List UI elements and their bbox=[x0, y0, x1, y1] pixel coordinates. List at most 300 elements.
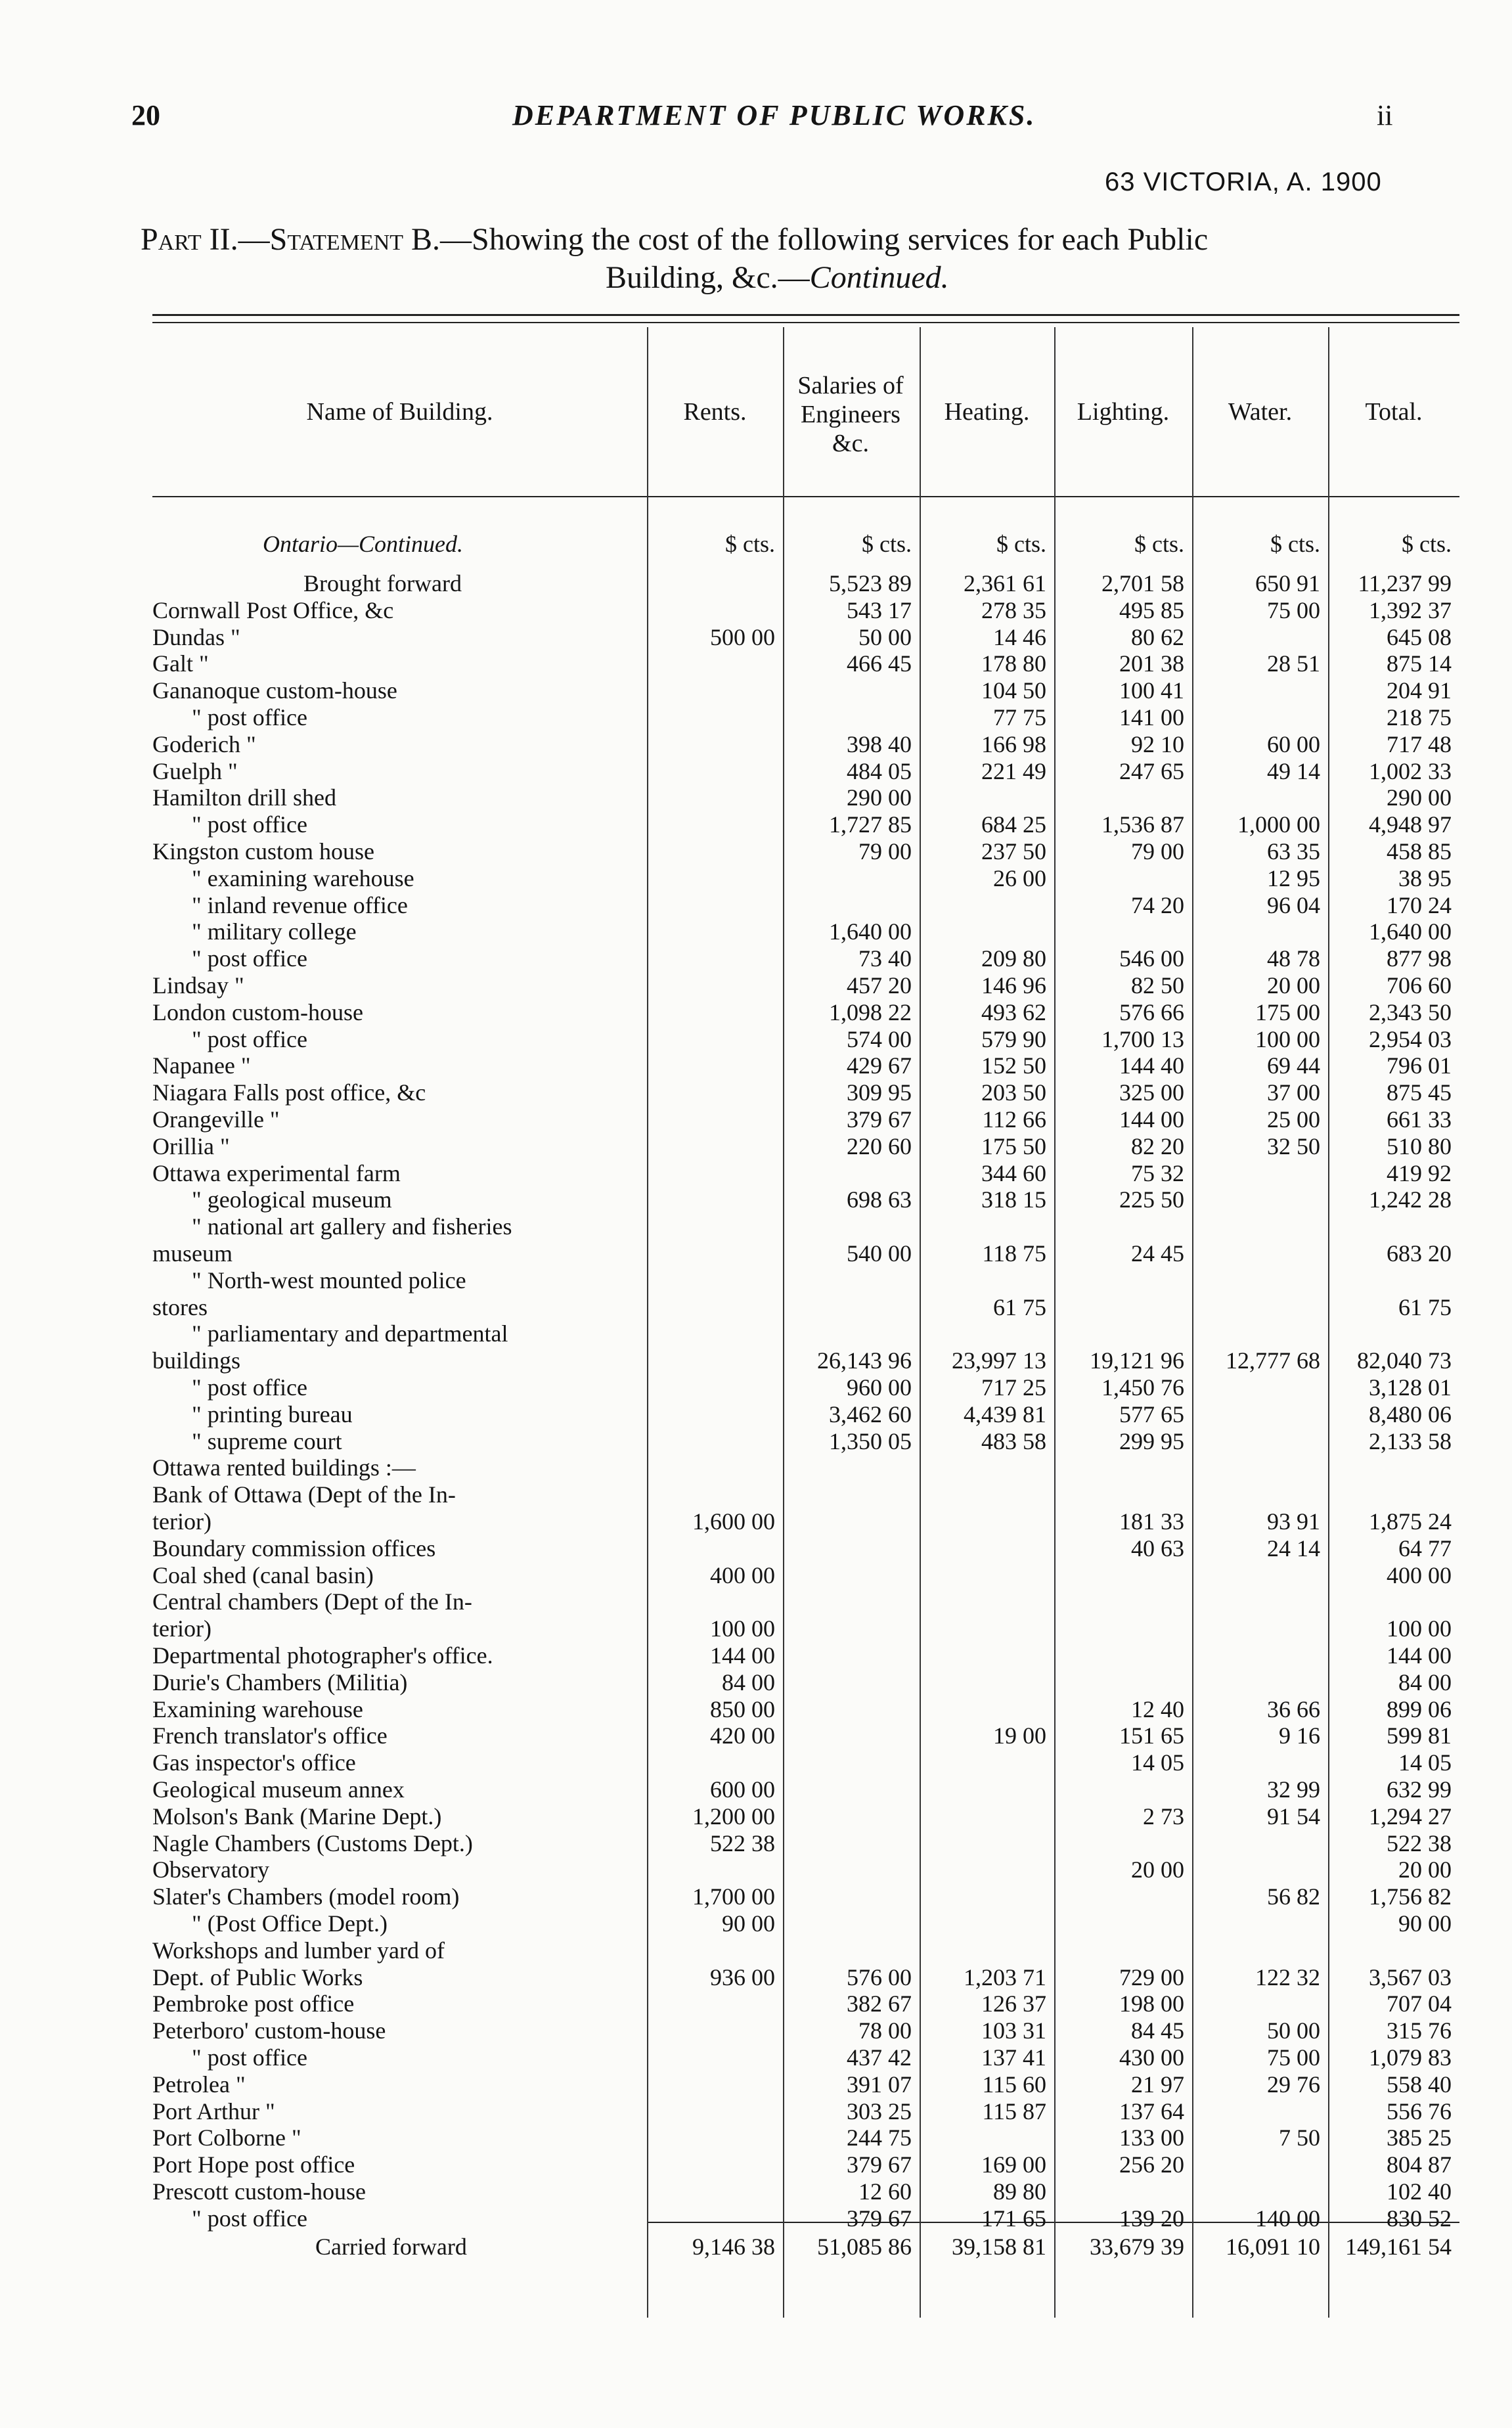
table-cell: 96 04 bbox=[1267, 892, 1320, 918]
table-cell: 2,133 58 bbox=[1369, 1428, 1452, 1454]
table-cell: 20 00 bbox=[1267, 972, 1320, 999]
table-cell: 100 00 bbox=[1387, 1615, 1452, 1642]
table-cell: 60 00 bbox=[1267, 731, 1320, 757]
table-cell: 139 20 bbox=[1119, 2205, 1184, 2232]
row-name: terior) bbox=[152, 1508, 211, 1535]
table-cell: 36 66 bbox=[1267, 1696, 1320, 1722]
row-name: Workshops and lumber yard of bbox=[152, 1937, 445, 1964]
table-cell: 495 85 bbox=[1119, 597, 1184, 623]
table-cell: 1,700 13 bbox=[1101, 1026, 1184, 1052]
table-cell: 203 50 bbox=[981, 1079, 1046, 1106]
table-cell: 877 98 bbox=[1387, 945, 1452, 972]
table-cell: 21 97 bbox=[1131, 2071, 1184, 2098]
table-cell: 429 67 bbox=[847, 1052, 912, 1079]
row-name: Cornwall Post Office, &c bbox=[152, 597, 394, 623]
session-label: 63 VICTORIA, A. 1900 bbox=[1105, 168, 1382, 196]
table-cell: 430 00 bbox=[1119, 2044, 1184, 2071]
table-cell: 379 67 bbox=[847, 2151, 912, 2178]
table-cell: 290 00 bbox=[847, 784, 912, 811]
row-name: Bank of Ottawa (Dept of the In- bbox=[152, 1481, 456, 1508]
row-name: Durie's Chambers (Militia) bbox=[152, 1669, 408, 1696]
caption-text: —Showing the cost of the following services for each Public bbox=[440, 222, 1209, 257]
table-cell: 144 00 bbox=[1387, 1642, 1452, 1669]
column-header: Total. bbox=[1365, 398, 1423, 426]
table-cell: 632 99 bbox=[1387, 1776, 1452, 1803]
row-name: " post office bbox=[192, 811, 307, 838]
table-cell: 115 87 bbox=[982, 2098, 1046, 2124]
table-cell: 115 60 bbox=[982, 2071, 1046, 2098]
table-cell: 100 00 bbox=[1255, 1026, 1320, 1052]
table-cell: 706 60 bbox=[1387, 972, 1452, 999]
table-cell: 683 20 bbox=[1387, 1240, 1452, 1267]
table-cell: 1,640 00 bbox=[829, 918, 912, 945]
table-cell: 318 15 bbox=[981, 1186, 1046, 1213]
table-cell: 104 50 bbox=[981, 677, 1046, 704]
table-cell: 500 00 bbox=[710, 624, 775, 650]
table-cell: 75 00 bbox=[1267, 597, 1320, 623]
table-cell: 225 50 bbox=[1119, 1186, 1184, 1213]
table-cell: 74 20 bbox=[1131, 892, 1184, 918]
table-cell: 169 00 bbox=[981, 2151, 1046, 2178]
row-name: Dept. of Public Works bbox=[152, 1964, 363, 1990]
row-name: Observatory bbox=[152, 1856, 269, 1883]
table-cell: 140 00 bbox=[1255, 2205, 1320, 2232]
row-name: " supreme court bbox=[192, 1428, 342, 1454]
table-cell: 209 80 bbox=[981, 945, 1046, 972]
row-name: Examining warehouse bbox=[152, 1696, 363, 1722]
row-name: Slater's Chambers (model room) bbox=[152, 1883, 460, 1910]
table-cell: 7 50 bbox=[1279, 2124, 1320, 2151]
table-cell: 100 00 bbox=[710, 1615, 775, 1642]
table-cell: 875 45 bbox=[1387, 1079, 1452, 1106]
table-cell: 419 92 bbox=[1387, 1160, 1452, 1186]
table-cell: 137 41 bbox=[981, 2044, 1046, 2071]
table-cell: 420 00 bbox=[710, 1722, 775, 1749]
table-cell: 82 50 bbox=[1131, 972, 1184, 999]
table-cell: 600 00 bbox=[710, 1776, 775, 1803]
table-cell: 12 40 bbox=[1131, 1696, 1184, 1722]
row-name: Boundary commission offices bbox=[152, 1535, 436, 1562]
row-name: Pembroke post office bbox=[152, 1990, 355, 2017]
table-cell: 170 24 bbox=[1387, 892, 1452, 918]
row-name: Peterboro' custom-house bbox=[152, 2017, 386, 2044]
table-cell: 707 04 bbox=[1387, 1990, 1452, 2017]
table-cell: 400 00 bbox=[1387, 1562, 1452, 1588]
table-cell: 26,143 96 bbox=[817, 1347, 912, 1374]
row-name: " (Post Office Dept.) bbox=[192, 1910, 388, 1937]
table-cell: 122 32 bbox=[1255, 1964, 1320, 1990]
table-cell: 493 62 bbox=[981, 999, 1046, 1025]
table-cell: 3,567 03 bbox=[1369, 1964, 1452, 1990]
carried-forward-value: 39,158 81 bbox=[952, 2234, 1046, 2260]
table-cell: 84 45 bbox=[1131, 2017, 1184, 2044]
row-name: Guelph " bbox=[152, 758, 238, 784]
table-cell: 574 00 bbox=[847, 1026, 912, 1052]
table-cell: 577 65 bbox=[1119, 1401, 1184, 1428]
table-cell: 315 76 bbox=[1387, 2017, 1452, 2044]
column-header: Lighting. bbox=[1077, 398, 1170, 426]
table-cell: 24 14 bbox=[1267, 1535, 1320, 1562]
table-cell: 181 33 bbox=[1119, 1508, 1184, 1535]
table-cell: 1,600 00 bbox=[692, 1508, 775, 1535]
table-cell: 103 31 bbox=[981, 2017, 1046, 2044]
row-name: Lindsay " bbox=[152, 972, 244, 999]
table-cell: 1,756 82 bbox=[1369, 1883, 1452, 1910]
carried-forward-value: 9,146 38 bbox=[692, 2234, 775, 2260]
top-rule-2 bbox=[152, 322, 1459, 323]
row-name: " national art gallery and fisheries bbox=[192, 1213, 512, 1240]
table-cell: 50 00 bbox=[1267, 2017, 1320, 2044]
table-cell: 91 54 bbox=[1267, 1803, 1320, 1830]
unit-label: $ cts. bbox=[862, 531, 912, 557]
header-rule bbox=[152, 496, 1459, 497]
table-cell: 133 00 bbox=[1119, 2124, 1184, 2151]
row-name: Prescott custom-house bbox=[152, 2178, 366, 2205]
row-name: Petrolea " bbox=[152, 2071, 246, 2098]
column-header: Salaries of Engineers &c. bbox=[797, 372, 904, 457]
table-cell: 29 76 bbox=[1267, 2071, 1320, 2098]
table-cell: 256 20 bbox=[1119, 2151, 1184, 2178]
table-cell: 599 81 bbox=[1387, 1722, 1452, 1749]
unit-label: $ cts. bbox=[725, 531, 775, 557]
row-name: " North-west mounted police bbox=[192, 1267, 466, 1293]
row-name: stores bbox=[152, 1294, 208, 1320]
table-cell: 379 67 bbox=[847, 2205, 912, 2232]
table-cell: 400 00 bbox=[710, 1562, 775, 1588]
table-cell: 75 32 bbox=[1131, 1160, 1184, 1186]
row-name: " post office bbox=[192, 2044, 307, 2071]
table-cell: 14 46 bbox=[993, 624, 1046, 650]
row-name: Orangeville " bbox=[152, 1106, 280, 1133]
row-name: Galt " bbox=[152, 650, 209, 677]
column-header: Water. bbox=[1228, 398, 1293, 426]
table-cell: 466 45 bbox=[847, 650, 912, 677]
table-cell: 92 10 bbox=[1131, 731, 1184, 757]
column-header: Rents. bbox=[683, 398, 747, 426]
table-cell: 850 00 bbox=[710, 1696, 775, 1722]
table-cell: 299 95 bbox=[1119, 1428, 1184, 1454]
row-name: Kingston custom house bbox=[152, 838, 374, 865]
table-cell: 56 82 bbox=[1267, 1883, 1320, 1910]
table-cell: 437 42 bbox=[847, 2044, 912, 2071]
row-name: " post office bbox=[192, 1026, 307, 1052]
table-cell: 385 25 bbox=[1387, 2124, 1452, 2151]
table-cell: 543 17 bbox=[847, 597, 912, 623]
table-cell: 218 75 bbox=[1387, 704, 1452, 731]
table-cell: 11,237 99 bbox=[1358, 570, 1452, 596]
table-cell: 48 78 bbox=[1267, 945, 1320, 972]
table-cell: 20 00 bbox=[1398, 1856, 1452, 1883]
table-cell: 50 00 bbox=[858, 624, 912, 650]
table-cell: 12 60 bbox=[858, 2178, 912, 2205]
table-cell: 1,079 83 bbox=[1369, 2044, 1452, 2071]
row-name: Molson's Bank (Marine Dept.) bbox=[152, 1803, 442, 1830]
table-cell: 102 40 bbox=[1387, 2178, 1452, 2205]
table-cell: 198 00 bbox=[1119, 1990, 1184, 2017]
table-cell: 1,000 00 bbox=[1237, 811, 1320, 838]
table-cell: 382 67 bbox=[847, 1990, 912, 2017]
table-cell: 290 00 bbox=[1387, 784, 1452, 811]
row-name: Nagle Chambers (Customs Dept.) bbox=[152, 1830, 473, 1856]
table-cell: 79 00 bbox=[858, 838, 912, 865]
row-name: " post office bbox=[192, 704, 307, 731]
table-cell: 457 20 bbox=[847, 972, 912, 999]
carried-forward-label: Carried forward bbox=[315, 2234, 467, 2260]
row-name: Dundas " bbox=[152, 624, 240, 650]
table-cell: 484 05 bbox=[847, 758, 912, 784]
row-name: Port Colborne " bbox=[152, 2124, 301, 2151]
table-cell: 579 90 bbox=[981, 1026, 1046, 1052]
table-caption bbox=[141, 221, 1208, 258]
carried-forward-value: 51,085 86 bbox=[817, 2234, 912, 2260]
table-cell: 151 65 bbox=[1119, 1722, 1184, 1749]
row-name: Brought forward bbox=[303, 570, 462, 596]
table-cell: 2 73 bbox=[1143, 1803, 1184, 1830]
row-name: Orillia " bbox=[152, 1133, 230, 1159]
table-cell: 14 05 bbox=[1398, 1749, 1452, 1776]
caption-text-2: Building, &c.— bbox=[606, 260, 810, 295]
table-cell: 175 50 bbox=[981, 1133, 1046, 1159]
table-cell: 12 95 bbox=[1267, 865, 1320, 891]
carried-forward-value: 16,091 10 bbox=[1226, 2234, 1320, 2260]
table-cell: 1,242 28 bbox=[1369, 1186, 1452, 1213]
table-cell: 244 75 bbox=[847, 2124, 912, 2151]
volume-number: ii bbox=[1377, 99, 1393, 131]
table-cell: 61 75 bbox=[1398, 1294, 1452, 1320]
table-cell: 1,700 00 bbox=[692, 1883, 775, 1910]
table-cell: 1,350 05 bbox=[829, 1428, 912, 1454]
table-cell: 1,200 00 bbox=[692, 1803, 775, 1830]
table-cell: 344 60 bbox=[981, 1160, 1046, 1186]
table-cell: 93 91 bbox=[1267, 1508, 1320, 1535]
table-cell: 32 99 bbox=[1267, 1776, 1320, 1803]
table-cell: 398 40 bbox=[847, 731, 912, 757]
row-name: " post office bbox=[192, 945, 307, 972]
table-cell: 144 00 bbox=[710, 1642, 775, 1669]
row-name: " printing bureau bbox=[192, 1401, 353, 1428]
table-cell: 8,480 06 bbox=[1369, 1401, 1452, 1428]
row-name: Central chambers (Dept of the In- bbox=[152, 1588, 472, 1615]
table-cell: 458 85 bbox=[1387, 838, 1452, 865]
row-name: Ottawa rented buildings :— bbox=[152, 1454, 416, 1481]
row-name: French translator's office bbox=[152, 1722, 388, 1749]
row-name: " post office bbox=[192, 1374, 307, 1401]
table-cell: 650 91 bbox=[1255, 570, 1320, 596]
row-name: " parliamentary and departmental bbox=[192, 1320, 508, 1347]
table-cell: 576 66 bbox=[1119, 999, 1184, 1025]
unit-label: $ cts. bbox=[1134, 531, 1184, 557]
table-cell: 796 01 bbox=[1387, 1052, 1452, 1079]
table-cell: 69 44 bbox=[1267, 1052, 1320, 1079]
table-cell: 82 20 bbox=[1131, 1133, 1184, 1159]
table-cell: 830 52 bbox=[1387, 2205, 1452, 2232]
table-cell: 1,875 24 bbox=[1369, 1508, 1452, 1535]
table-cell: 80 62 bbox=[1131, 624, 1184, 650]
table-cell: 717 25 bbox=[981, 1374, 1046, 1401]
table-cell: 2,361 61 bbox=[964, 570, 1046, 596]
table-cell: 144 40 bbox=[1119, 1052, 1184, 1079]
table-cell: 19 00 bbox=[993, 1722, 1046, 1749]
column-header: Heating. bbox=[944, 398, 1030, 426]
table-cell: 237 50 bbox=[981, 838, 1046, 865]
table-cell: 522 38 bbox=[710, 1830, 775, 1856]
table-cell: 1,392 37 bbox=[1369, 597, 1452, 623]
row-name: London custom-house bbox=[152, 999, 363, 1025]
table-cell: 38 95 bbox=[1398, 865, 1452, 891]
carried-forward-value: 149,161 54 bbox=[1345, 2234, 1452, 2260]
table-cell: 152 50 bbox=[981, 1052, 1046, 1079]
table-cell: 391 07 bbox=[847, 2071, 912, 2098]
row-name: " geological museum bbox=[192, 1186, 392, 1213]
row-name: Coal shed (canal basin) bbox=[152, 1562, 374, 1588]
table-cell: 698 63 bbox=[847, 1186, 912, 1213]
table-cell: 23,997 13 bbox=[952, 1347, 1046, 1374]
table-cell: 89 80 bbox=[993, 2178, 1046, 2205]
table-cell: 175 00 bbox=[1255, 999, 1320, 1025]
row-name: Port Hope post office bbox=[152, 2151, 355, 2178]
table-cell: 77 75 bbox=[993, 704, 1046, 731]
row-name: terior) bbox=[152, 1615, 211, 1642]
table-cell: 19,121 96 bbox=[1090, 1347, 1184, 1374]
table-cell: 40 63 bbox=[1131, 1535, 1184, 1562]
table-cell: 90 00 bbox=[722, 1910, 775, 1937]
table-cell: 63 35 bbox=[1267, 838, 1320, 865]
table-cell: 1,450 76 bbox=[1101, 1374, 1184, 1401]
carried-forward-value: 33,679 39 bbox=[1090, 2234, 1184, 2260]
table-cell: 78 00 bbox=[858, 2017, 912, 2044]
table-cell: 144 00 bbox=[1119, 1106, 1184, 1133]
table-cell: 12,777 68 bbox=[1226, 1347, 1320, 1374]
caption-continued: Continued. bbox=[809, 260, 949, 295]
row-name: Geological museum annex bbox=[152, 1776, 405, 1803]
table-caption-line2 bbox=[606, 259, 949, 296]
table-cell: 221 49 bbox=[981, 758, 1046, 784]
table-cell: 112 66 bbox=[982, 1106, 1046, 1133]
table-cell: 201 38 bbox=[1119, 650, 1184, 677]
table-cell: 684 25 bbox=[981, 811, 1046, 838]
table-cell: 82,040 73 bbox=[1357, 1347, 1452, 1374]
table-cell: 556 76 bbox=[1387, 2098, 1452, 2124]
table-cell: 1,727 85 bbox=[829, 811, 912, 838]
table-cell: 303 25 bbox=[847, 2098, 912, 2124]
unit-label: $ cts. bbox=[996, 531, 1046, 557]
table-cell: 171 65 bbox=[981, 2205, 1046, 2232]
unit-label: $ cts. bbox=[1270, 531, 1320, 557]
table-cell: 899 06 bbox=[1387, 1696, 1452, 1722]
table-cell: 510 80 bbox=[1387, 1133, 1452, 1159]
table-cell: 146 96 bbox=[981, 972, 1046, 999]
table-cell: 141 00 bbox=[1119, 704, 1184, 731]
table-cell: 26 00 bbox=[993, 865, 1046, 891]
top-rule-1 bbox=[152, 314, 1459, 316]
table-cell: 73 40 bbox=[858, 945, 912, 972]
table-cell: 178 80 bbox=[981, 650, 1046, 677]
table-cell: 1,536 87 bbox=[1101, 811, 1184, 838]
row-name: Hamilton drill shed bbox=[152, 784, 336, 811]
table-cell: 84 00 bbox=[1398, 1669, 1452, 1696]
table-cell: 24 45 bbox=[1131, 1240, 1184, 1267]
table-cell: 9 16 bbox=[1279, 1722, 1320, 1749]
page-number: 20 bbox=[131, 99, 160, 131]
row-name: Gas inspector's office bbox=[152, 1749, 356, 1776]
table-cell: 729 00 bbox=[1119, 1964, 1184, 1990]
row-name: Napanee " bbox=[152, 1052, 251, 1079]
section-label: Ontario—Continued. bbox=[263, 531, 464, 557]
table-cell: 61 75 bbox=[993, 1294, 1046, 1320]
table-cell: 2,954 03 bbox=[1369, 1026, 1452, 1052]
table-cell: 936 00 bbox=[710, 1964, 775, 1990]
table-cell: 4,948 97 bbox=[1369, 811, 1452, 838]
row-name: " military college bbox=[192, 918, 357, 945]
table-cell: 278 35 bbox=[981, 597, 1046, 623]
table-cell: 379 67 bbox=[847, 1106, 912, 1133]
table-cell: 25 00 bbox=[1267, 1106, 1320, 1133]
unit-label: $ cts. bbox=[1402, 531, 1452, 557]
table-cell: 37 00 bbox=[1267, 1079, 1320, 1106]
table-cell: 325 00 bbox=[1119, 1079, 1184, 1106]
row-name: " inland revenue office bbox=[192, 892, 408, 918]
table-cell: 1,294 27 bbox=[1369, 1803, 1452, 1830]
row-name: " post office bbox=[192, 2205, 307, 2232]
table-cell: 20 00 bbox=[1131, 1856, 1184, 1883]
caption-statement: —Statement B. bbox=[238, 222, 441, 257]
table-cell: 522 38 bbox=[1387, 1830, 1452, 1856]
table-cell: 204 91 bbox=[1387, 677, 1452, 704]
table-cell: 3,128 01 bbox=[1369, 1374, 1452, 1401]
table-cell: 79 00 bbox=[1131, 838, 1184, 865]
running-title: DEPARTMENT OF PUBLIC WORKS. bbox=[512, 99, 1036, 131]
table-cell: 5,523 89 bbox=[829, 570, 912, 596]
table-cell: 1,098 22 bbox=[829, 999, 912, 1025]
column-header: Name of Building. bbox=[306, 398, 493, 426]
table-cell: 3,462 60 bbox=[829, 1401, 912, 1428]
table-cell: 1,203 71 bbox=[964, 1964, 1046, 1990]
table-cell: 126 37 bbox=[981, 1990, 1046, 2017]
table-cell: 84 00 bbox=[722, 1669, 775, 1696]
table-cell: 64 77 bbox=[1398, 1535, 1452, 1562]
table-cell: 4,439 81 bbox=[964, 1401, 1046, 1428]
caption-part: Part II. bbox=[141, 222, 238, 257]
table-cell: 49 14 bbox=[1267, 758, 1320, 784]
table-cell: 2,343 50 bbox=[1369, 999, 1452, 1025]
table-cell: 960 00 bbox=[847, 1374, 912, 1401]
row-name: buildings bbox=[152, 1347, 241, 1374]
row-name: Ottawa experimental farm bbox=[152, 1160, 401, 1186]
row-name: Gananoque custom-house bbox=[152, 677, 397, 704]
table-cell: 166 98 bbox=[981, 731, 1046, 757]
table-cell: 483 58 bbox=[981, 1428, 1046, 1454]
table-cell: 804 87 bbox=[1387, 2151, 1452, 2178]
table-cell: 717 48 bbox=[1387, 731, 1452, 757]
row-name: Port Arthur " bbox=[152, 2098, 275, 2124]
table-cell: 118 75 bbox=[982, 1240, 1046, 1267]
row-name: museum bbox=[152, 1240, 233, 1267]
table-cell: 32 50 bbox=[1267, 1133, 1320, 1159]
table-cell: 75 00 bbox=[1267, 2044, 1320, 2071]
table-cell: 309 95 bbox=[847, 1079, 912, 1106]
table-cell: 90 00 bbox=[1398, 1910, 1452, 1937]
table-cell: 576 00 bbox=[847, 1964, 912, 1990]
table-cell: 645 08 bbox=[1387, 624, 1452, 650]
table-cell: 247 65 bbox=[1119, 758, 1184, 784]
table-cell: 546 00 bbox=[1119, 945, 1184, 972]
table-cell: 28 51 bbox=[1267, 650, 1320, 677]
table-cell: 540 00 bbox=[847, 1240, 912, 1267]
table-cell: 558 40 bbox=[1387, 2071, 1452, 2098]
table-cell: 875 14 bbox=[1387, 650, 1452, 677]
table-cell: 1,002 33 bbox=[1369, 758, 1452, 784]
row-name: " examining warehouse bbox=[192, 865, 414, 891]
